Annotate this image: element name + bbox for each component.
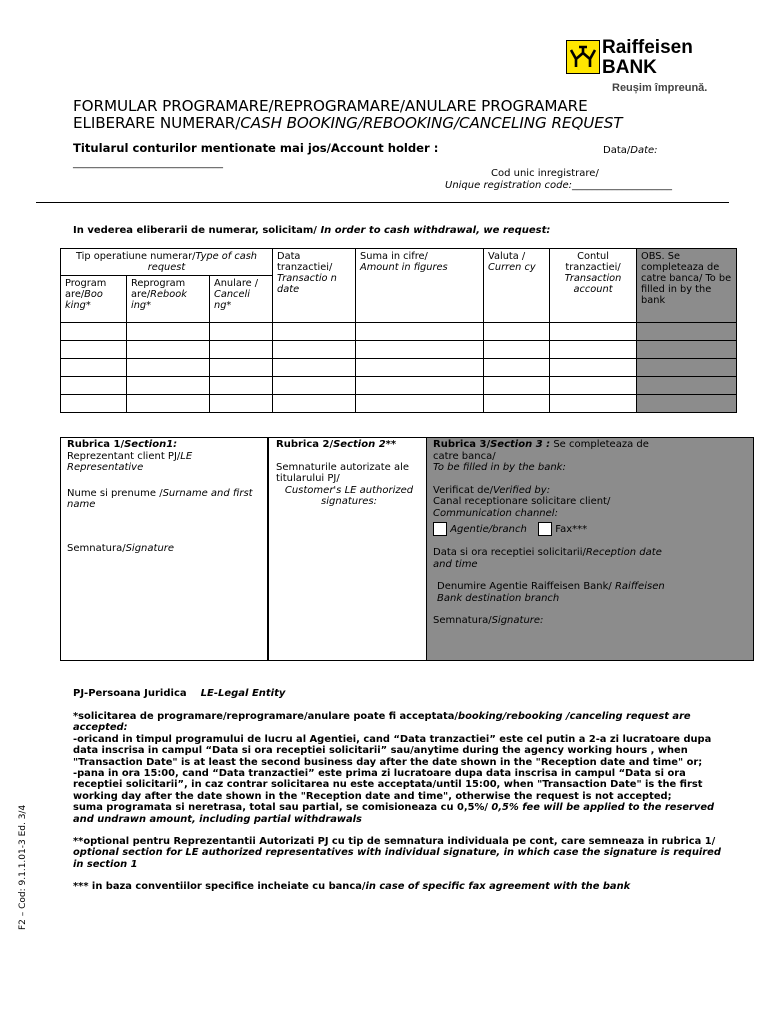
table-row (61, 323, 737, 341)
header-currency: Valuta / Curren cy (484, 249, 550, 323)
header-account: Contul tranzactiei/ Transaction account (550, 249, 637, 323)
table-row (61, 341, 737, 359)
raiffeisen-logo-icon (566, 40, 600, 74)
fax-checkbox[interactable] (538, 522, 552, 536)
cui-label: Cod unic inregistrare/ (491, 168, 599, 179)
section-2-content: Rubrica 2/Section 2** Semnaturile autorizate ale titularului PJ/ Customer's LE authorized signatures: (276, 439, 414, 507)
fax-label: Fax*** (555, 524, 588, 535)
header-canceling: Anulare / Canceli ng* (210, 276, 273, 323)
section-3-content: Rubrica 3/Section 3 : Se completeaza de catre banca/ To be filled in by the bank: Verificat de/Verified by: Canal receptionare solicitare client/ Communication channel: Agentie/branch Fax*** Data si ora receptiei solicitarii/Reception date and time Denumire Agentie Raiffeisen Bank/ Raiffeisen Bank destination branch Semnatura/Signature: (433, 439, 665, 626)
notes-block: *solicitarea de programare/reprogramare/anulare poate fi acceptata/booking/rebooking /canceling request are accepted: -oricand in timpul programului de lucru al Agentiei, cand “Data tranzactiei” este cel putin a 2-a zi lucratoare dupa data inscrisa in campul “Data si ora receptiei solicitarii” sau/anytime during the agency working hours , when "Transaction Date" is at least the second business day after the date shown in the "Reception date and time" or; -pana in ora 15:00, cand “Data tranzactiei” este prima zi lucratoare dupa data inscrisa in campul “Data si ora receptiei solicitarii”, in caz contrar solicitarea nu este acceptata/until 15:00, when "Transaction Date" is the first working day after the date shown in the "Reception date and time", otherwise the request is not accepted; suma programata si neretrasa, total sau partial, se comisioneaza cu 0,5%/ 0,5% fee will be applied to the reserved and undrawn amount, including partial withdrawals **optional pentru Reprezentantii Autorizati PJ cu tip de semnatura individuala pe cont, care semneaza in rubrica 1/ optional section for LE authorized representatives with individual signature, in which case the signature is required in section 1 *** in baza conventiilor specifice incheiate cu banca/in case of specific fax agreement with the bank (73, 711, 721, 893)
table-row (61, 377, 737, 395)
section-1-content: Rubrica 1/Section1: Reprezentant client PJ/LE Representative Nume si prenume /Surname and first name Semnatura/Signature (67, 439, 253, 554)
account-holder-field[interactable]: ______________________________ (73, 158, 223, 169)
pj-note: PJ-Persoana Juridica LE-Legal Entity (73, 688, 286, 699)
agency-checkbox[interactable] (433, 522, 447, 536)
header-type: Tip operatiune numerar/Type of cash request (61, 249, 273, 276)
header-booking: Program are/Boo king* (61, 276, 127, 323)
page-title: FORMULAR PROGRAMARE/REPROGRAMARE/ANULARE PROGRAMARE ELIBERARE NUMERAR/CASH BOOKING/REBOOKING/CANCELING REQUEST (73, 97, 623, 132)
request-label: In vederea eliberarii de numerar, solicitam/ In order to cash withdrawal, we request: (73, 225, 551, 236)
table-row (61, 395, 737, 413)
transactions-table (60, 248, 737, 413)
agency-label: Agentie/branch (450, 524, 527, 535)
header-rebooking: Reprogram are/Rebook ing* (127, 276, 210, 323)
logo-tagline: Reușim împreună. (612, 82, 708, 94)
cui-field[interactable]: Unique registration code:____________________ (445, 180, 673, 191)
account-holder-label: Titularul conturilor mentionate mai jos/Account holder : (73, 141, 439, 155)
date-field[interactable]: Data/Date: (603, 145, 658, 156)
logo-wordmark: Raiffeisen BANK (602, 37, 693, 78)
table-row (61, 359, 737, 377)
form-code: F2 – Cod: 9.1.1.01-3 Ed. 3/4 (18, 804, 28, 930)
divider (36, 202, 729, 203)
header-amount: Suma in cifre/ Amount in figures (356, 249, 484, 323)
header-date: Data tranzactiei/ Transactio n date (273, 249, 356, 323)
header-obs: OBS. Se completeaza de catre banca/ To be filled in by the bank (637, 249, 737, 323)
